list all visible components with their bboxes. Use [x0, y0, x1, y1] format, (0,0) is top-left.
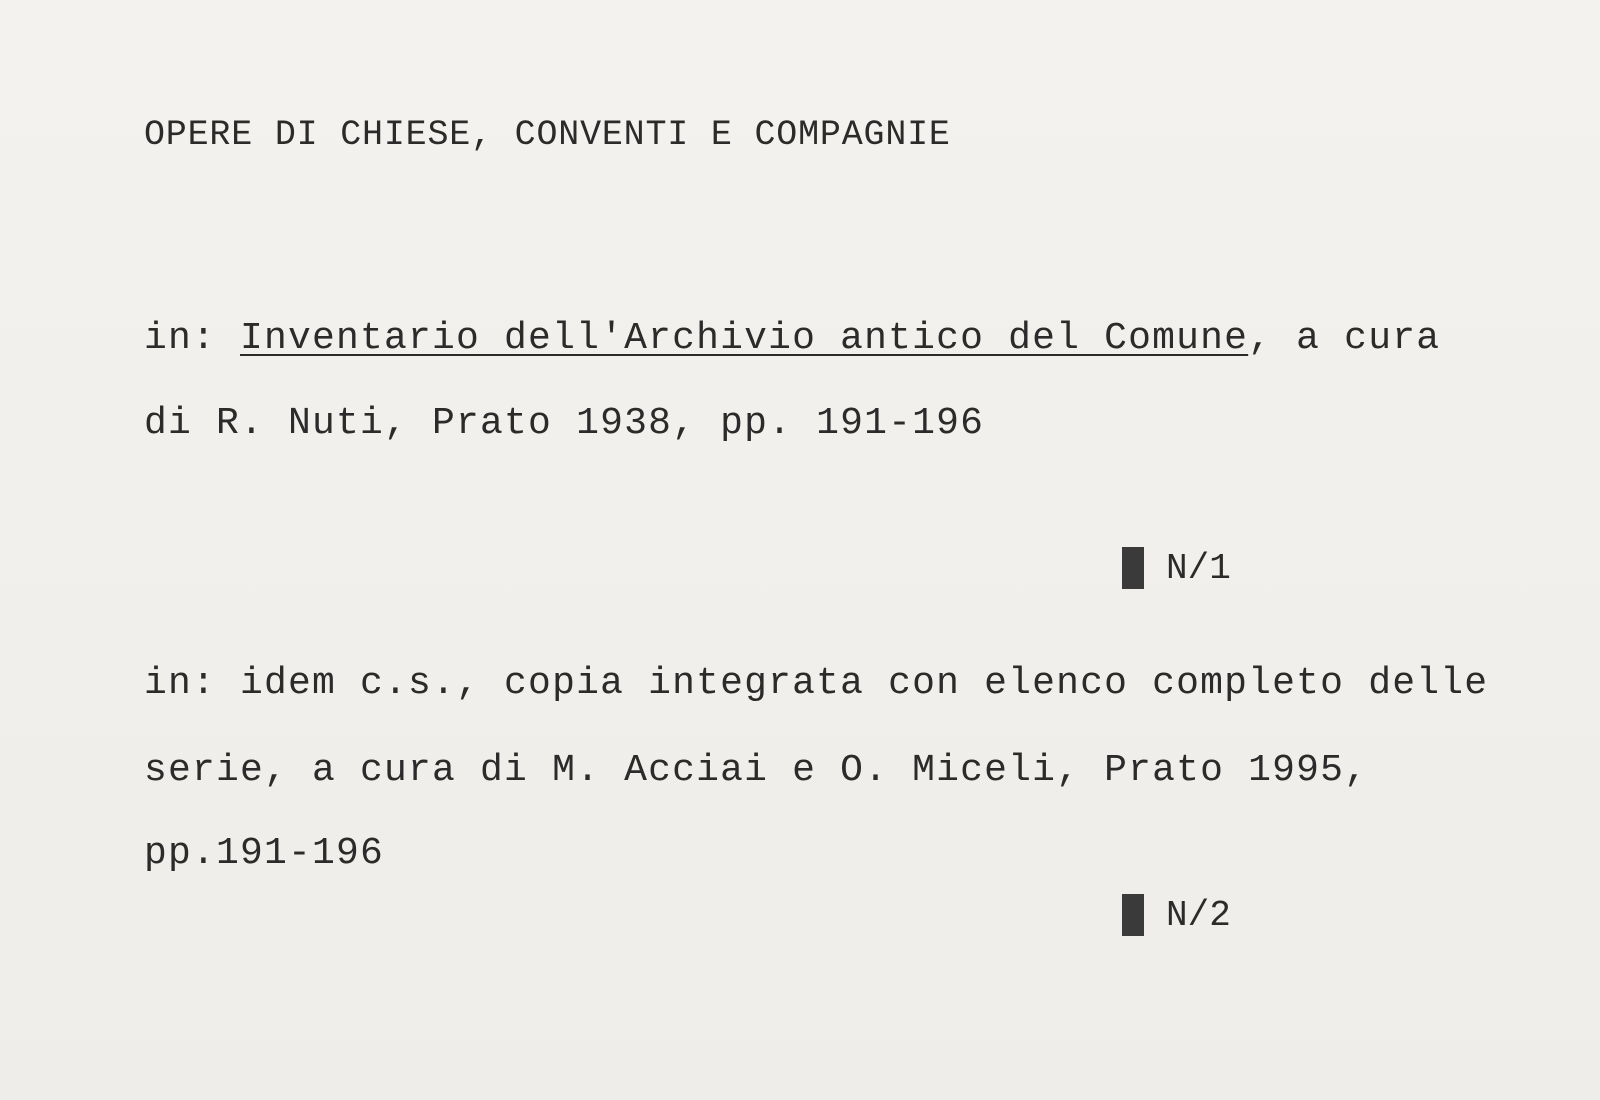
marker-block-icon — [1122, 547, 1144, 589]
entry1-prefix: in: — [144, 317, 241, 360]
entry2-line1: in: idem c.s., copia integrata con elenco completo delle — [144, 662, 1489, 705]
entry1-suffix: , a cura — [1248, 317, 1441, 360]
entry1-code: N/1 — [1166, 547, 1231, 589]
marker-block-icon — [1122, 894, 1144, 936]
entry1-line2: di R. Nuti, Prato 1938, pp. 191-196 — [144, 402, 985, 445]
entry1-title: Inventario dell'Archivio antico del Comune — [240, 317, 1249, 360]
card-title: OPERE DI CHIESE, CONVENTI E COMPAGNIE — [144, 115, 951, 155]
entry1-code-marker — [1122, 548, 1231, 588]
entry1-line1 — [144, 317, 1441, 360]
entry2-code-marker — [1122, 895, 1231, 935]
entry2-code: N/2 — [1166, 894, 1231, 936]
entry2-line2: serie, a cura di M. Acciai e O. Miceli, Prato 1995, — [144, 749, 1369, 792]
entry2-line3: pp.191-196 — [144, 832, 385, 875]
